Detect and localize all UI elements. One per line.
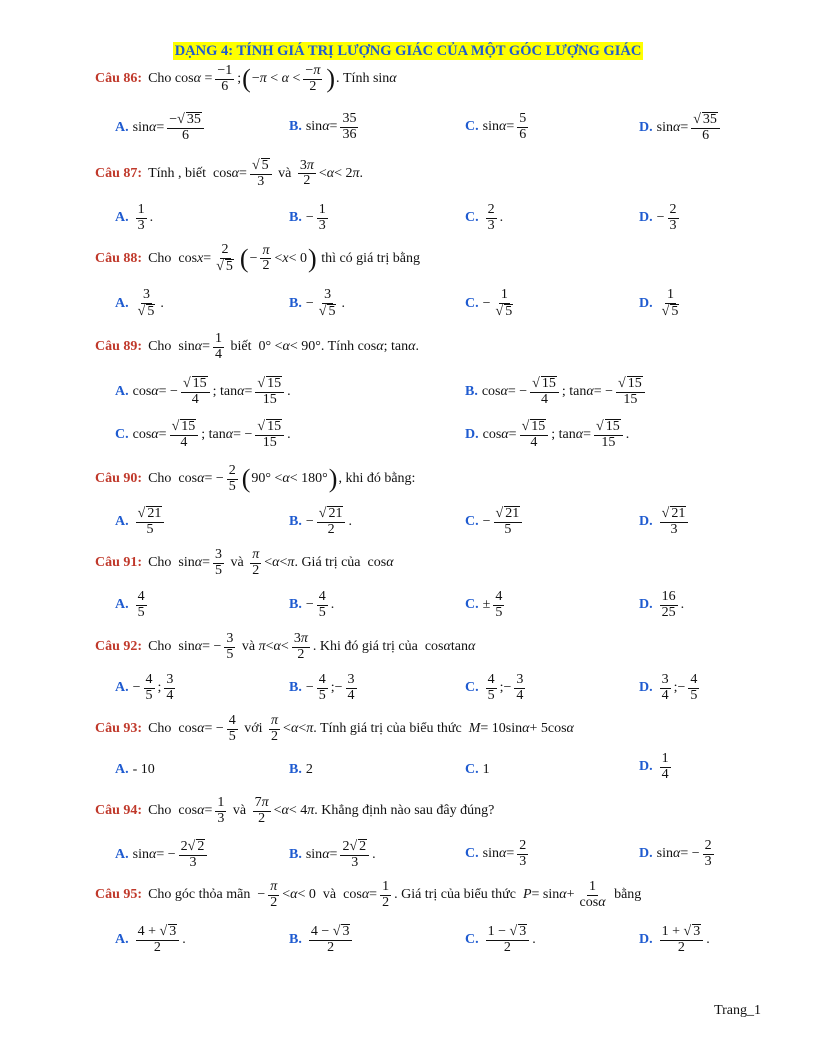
question-93: Câu 93: Cho cos α = − $\frac{4}{5}$ với $\frac{\pi}{2}$ < α < π . Tính giá trị của biểu thức M = 10sin α + 5cos α — [95, 713, 574, 744]
question-92: Câu 92: Cho sin α = − $\frac{3}{5}$ và π < α < $\frac{3\pi}{2}$ . Khi đó giá trị của cos α tan α — [95, 631, 476, 662]
option-b[interactable]: B. − $\frac{3}{√ 5}$ . — [289, 287, 345, 319]
option-a[interactable]: A. $\frac{3}{√ 5}$ . — [115, 287, 164, 319]
option-c[interactable]: C. sin α = $\frac{2}{3}$ — [465, 838, 527, 869]
option-b[interactable]: B. − $\frac{4}{5}$ ;− $\frac{3}{4}$ — [289, 672, 355, 703]
option-c[interactable]: C. $\frac{4}{5}$ ;− $\frac{3}{4}$ — [465, 672, 524, 703]
section-title: DẠNG 4: TÍNH GIÁ TRỊ LƯỢNG GIÁC CỦA MỘT GÓC LƯỢNG GIÁC — [174, 43, 642, 59]
option-d[interactable]: D. $\frac{√ 21}{3}$ — [639, 506, 691, 537]
option-c[interactable]: C. − $\frac{1}{√ 5}$ — [465, 287, 513, 319]
option-d[interactable]: D. − $\frac{2}{3}$ — [639, 202, 677, 233]
option-c[interactable]: C. ± $\frac{4}{5}$ — [465, 589, 503, 620]
option-d[interactable]: D. $\frac{3}{4}$ ;− $\frac{4}{5}$ — [639, 672, 698, 703]
question-90: Câu 90: Cho cos α = − $\frac{2}{5}$ ( 90° < α < 180° ) , khi đó bằng: — [95, 463, 416, 494]
option-a[interactable]: A. $\frac{4 + √ 3}{2}$ . — [115, 924, 186, 955]
option-c[interactable]: C. 1 — [465, 762, 490, 777]
question-88: Câu 88: Cho cos x = $\frac{2}{√ 5}$ ( − $\frac{\pi}{2}$ < x < 0 ) thì có giá trị bằng — [95, 242, 420, 274]
option-a[interactable]: A. cos α = − $\frac{√ 15}{4}$ ; tan α = $\frac{√ 15}{15}$ . — [115, 376, 291, 407]
option-d[interactable]: D. sin α = − $\frac{2}{3}$ — [639, 838, 712, 869]
option-b[interactable]: B. − $\frac{4}{5}$ . — [289, 589, 335, 620]
section-header — [0, 43, 816, 60]
question-91: Câu 91: Cho sin α = $\frac{3}{5}$ và $\frac{\pi}{2}$ < α < π . Giá trị của cos α — [95, 547, 394, 578]
option-b[interactable]: B. $\frac{4 - √ 3}{2}$ — [289, 924, 355, 955]
option-a[interactable]: A. $\frac{√ 21}{5}$ — [115, 506, 167, 537]
question-86: Câu 86: Cho cosα = $\frac{-1}{6}$ ; ( −π < α < $\frac{-\pi}{2}$ ) . Tính sin α — [95, 63, 397, 94]
question-94: Câu 94: Cho cos α = $\frac{1}{3}$ và $\frac{7\pi}{2}$ < α < 4 π . Khẳng định nào sau đây đúng? — [95, 795, 495, 826]
option-c[interactable]: C. $\frac{2}{3}$ . — [465, 202, 504, 233]
option-c[interactable]: C. cos α = $\frac{√ 15}{4}$ ; tan α = − $\frac{√ 15}{15}$ . — [115, 419, 291, 450]
option-b[interactable]: B. − $\frac{√ 21}{2}$ . — [289, 506, 352, 537]
option-a[interactable]: A. - 10 — [115, 762, 155, 777]
option-a[interactable]: A. $\frac{4}{5}$ — [115, 589, 145, 620]
option-d[interactable]: D. $\frac{1}{4}$ — [639, 751, 669, 782]
option-b[interactable]: B. − $\frac{1}{3}$ — [289, 202, 326, 233]
question-95: Câu 95: Cho góc thỏa mãn − $\frac{\pi}{2}$ < α < 0 và cos α = $\frac{1}{2}$ . Giá trị của biểu thức P = sin α + $\frac{1}{\cos\alpha}$ bằng — [95, 879, 642, 910]
question-89: Câu 89: Cho sin α = $\frac{1}{4}$ biết 0° < α < 90° . Tính cos α ; tan α . — [95, 331, 419, 362]
option-d[interactable]: D. sin α = $\frac{√ 35}{6}$ — [639, 112, 723, 143]
option-d[interactable]: D. $\frac{1 + √ 3}{2}$ . — [639, 924, 710, 955]
option-a[interactable]: A. − $\frac{4}{5}$ ; $\frac{3}{4}$ — [115, 672, 174, 703]
option-a[interactable]: A. sin α = $\frac{-√ 35}{6}$ — [115, 112, 207, 143]
question-87: Câu 87: Tính , biết cos α = $\frac{√ 5}{3}$ và $\frac{3\pi}{2}$ < α < 2 π . — [95, 157, 364, 189]
option-d[interactable]: D. cos α = $\frac{√ 15}{4}$ ; tan α = $\frac{√ 15}{15}$ . — [465, 419, 630, 450]
option-b[interactable]: B. cos α = − $\frac{√ 15}{4}$ ; tan α = − $\frac{√ 15}{15}$ — [465, 376, 648, 407]
option-b[interactable]: B. 2 — [289, 762, 313, 777]
option-a[interactable]: A. sin α = − $\frac{2√ 2}{3}$ — [115, 839, 210, 870]
option-b[interactable]: B. sin α = $\frac{35}{36}$ — [289, 111, 357, 142]
option-c[interactable]: C. − $\frac{√ 21}{5}$ — [465, 506, 525, 537]
option-d[interactable]: D. $\frac{1}{√ 5}$ — [639, 287, 679, 319]
option-b[interactable]: B. sin α = $\frac{2√ 2}{3}$ . — [289, 839, 376, 870]
option-c[interactable]: C. sin α = $\frac{5}{6}$ — [465, 111, 527, 142]
page-number: Trang_1 — [714, 1003, 761, 1018]
option-a[interactable]: A. $\frac{1}{3}$ . — [115, 202, 154, 233]
option-d[interactable]: D. $\frac{16}{25}$ . — [639, 589, 685, 620]
option-c[interactable]: C. $\frac{1 - √ 3}{2}$ . — [465, 924, 536, 955]
